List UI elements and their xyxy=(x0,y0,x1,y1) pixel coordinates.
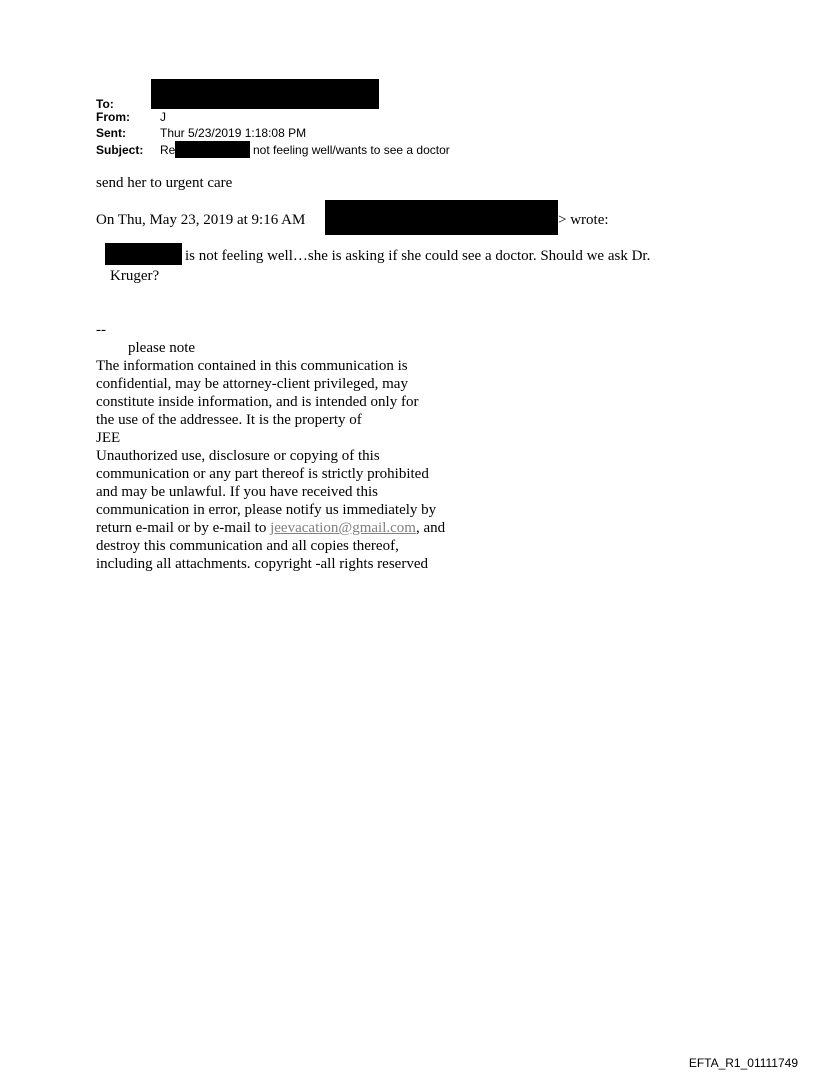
email-header xyxy=(96,97,556,161)
disclaimer-line: The information contained in this communication is xyxy=(96,358,408,374)
to-label: To: xyxy=(96,97,114,111)
disclaimer-line: constitute inside information, and is intended only for xyxy=(96,394,419,410)
subject-label: Subject: xyxy=(96,143,144,157)
disclaimer-line: JEE xyxy=(96,430,121,446)
quoted-name-redaction xyxy=(105,243,182,265)
email-link[interactable]: jeevacation@gmail.com xyxy=(270,520,416,536)
subject-text: not feeling well/wants to see a doctor xyxy=(253,143,450,157)
disclaimer-line: destroy this communication and all copies thereof, xyxy=(96,538,399,554)
quoted-line-2: Kruger? xyxy=(110,268,160,284)
sent-label: Sent: xyxy=(96,126,126,140)
disclaimer-line: communication in error, please notify us immediately by xyxy=(96,502,437,518)
disclaimer-line: the use of the addressee. It is the property of xyxy=(96,412,362,428)
sender-redaction xyxy=(325,200,558,235)
reply-text: send her to urgent care xyxy=(96,175,233,191)
disclaimer-line: confidential, may be attorney-client privileged, may xyxy=(96,376,408,392)
subject-prefix: Re xyxy=(160,143,176,157)
quote-intro-prefix: On Thu, May 23, 2019 at 9:16 AM xyxy=(96,212,306,228)
disclaimer-line: communication or any part thereof is strictly prohibited xyxy=(96,466,429,482)
disclaimer-line: Unauthorized use, disclosure or copying of this xyxy=(96,448,380,464)
signature-note: please note xyxy=(128,340,196,356)
disclaimer-line: including all attachments. copyright -all rights reserved xyxy=(96,556,428,572)
signature-separator: -- xyxy=(96,322,106,338)
disclaimer-line: and may be unlawful. If you have received this xyxy=(96,484,378,500)
disclaimer-email-line xyxy=(96,519,496,537)
disclaimer xyxy=(96,357,496,573)
email-line-suffix: , and xyxy=(415,520,446,536)
quote-intro-suffix: > wrote: xyxy=(558,212,609,228)
from-label: From: xyxy=(96,110,130,124)
from-value: J xyxy=(160,110,166,124)
quoted-line-1: is not feeling well…she is asking if she could see a doctor. Should we ask Dr. xyxy=(185,248,651,264)
email-line-prefix: return e-mail or by e-mail to xyxy=(96,520,271,536)
subject-redaction xyxy=(175,141,250,158)
sent-value: Thur 5/23/2019 1:18:08 PM xyxy=(160,126,307,140)
document-id: EFTA_R1_01111749 xyxy=(688,1056,798,1070)
